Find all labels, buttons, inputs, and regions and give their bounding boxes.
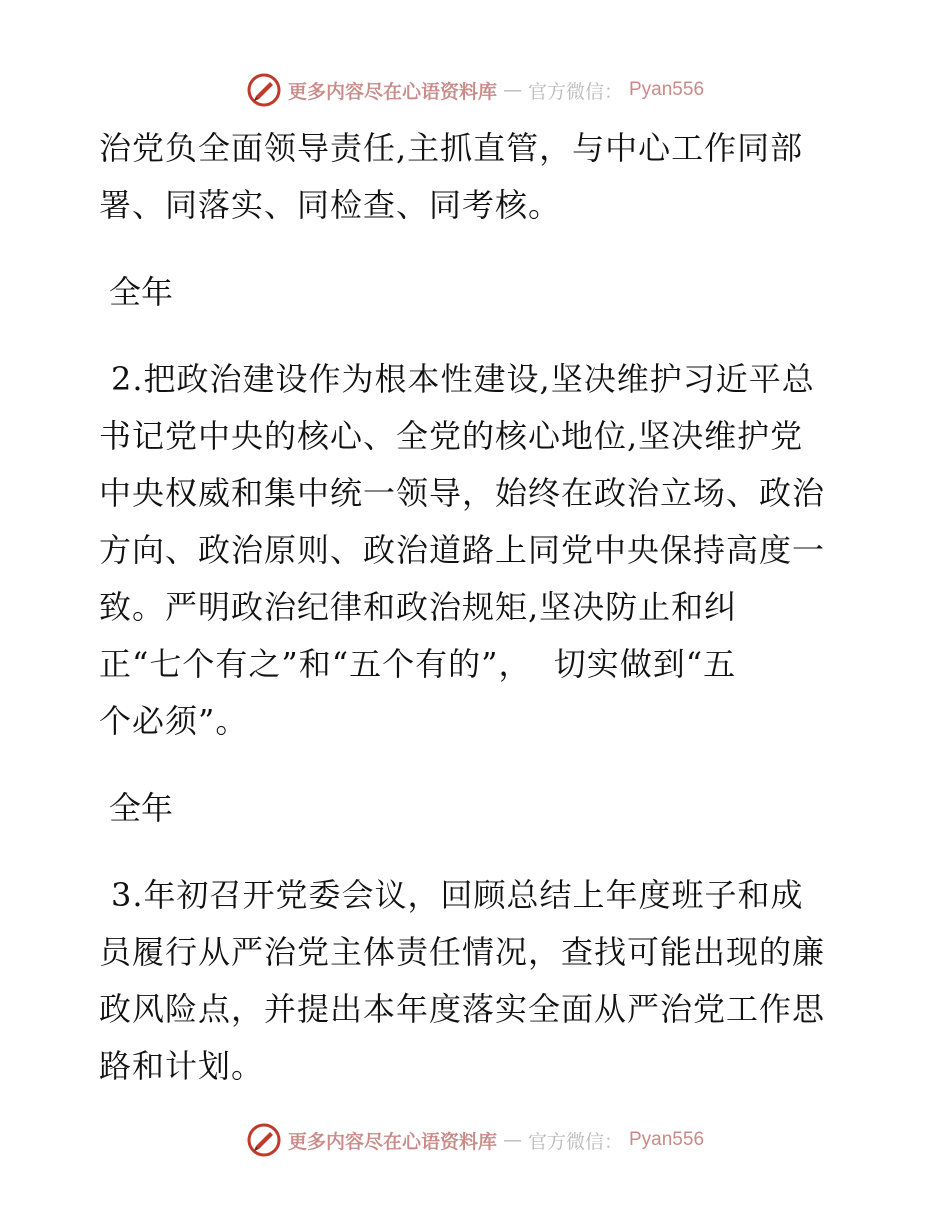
banner-dash: — — [502, 79, 522, 101]
paragraph-2-line-7: 个必须”。 — [99, 702, 249, 740]
banner-official-label: 官方微信： — [527, 1130, 623, 1153]
paragraph-1-line-1: 治党负全面领导责任,主抓直管，与中心工作同部 — [99, 129, 804, 167]
pen-logo-icon — [246, 72, 282, 108]
banner-official-label: 官方微信： — [527, 80, 623, 103]
watermark-banner-bottom — [0, 1120, 950, 1160]
paragraph-2-line-1: 2.把政治建设作为根本性建设,坚决维护习近平总 — [111, 360, 815, 398]
paragraph-1-line-2: 署、同落实、同检查、同考核。 — [99, 186, 562, 224]
paragraph-3-line-2: 员履行从严治党主体责任情况，查找可能出现的廉 — [99, 933, 826, 971]
paragraph-2-line-6: 正“七个有之”和“五个有的”， 切实做到“五 — [99, 645, 737, 683]
paragraph-2-line-5: 致。严明政治纪律和政治规矩,坚决防止和纠 — [99, 588, 738, 626]
pen-logo-icon — [246, 1122, 282, 1158]
paragraph-2-line-4: 方向、政治原则、政治道路上同党中央保持高度一 — [99, 531, 826, 569]
banner-text: 更多内容尽在心语资料库 — [287, 80, 497, 103]
banner-text: 更多内容尽在心语资料库 — [287, 1130, 497, 1153]
paragraph-2-line-3: 中央权威和集中统一领导，始终在政治立场、政治 — [99, 474, 826, 512]
banner-wechat-id: Pyan556 — [629, 79, 705, 100]
paragraph-3-line-4: 路和计划。 — [99, 1047, 265, 1085]
year-label-1: 全年 — [109, 273, 174, 311]
banner-dash: — — [502, 1129, 522, 1151]
paragraph-3-line-1: 3.年初召开党委会议，回顾总结上年度班子和成 — [111, 876, 804, 914]
document-body — [99, 120, 859, 1095]
paragraph-3-line-3: 政风险点，并提出本年度落实全面从严治党工作思 — [99, 990, 826, 1028]
watermark-banner-top — [0, 70, 950, 110]
year-label-2: 全年 — [109, 789, 174, 827]
banner-wechat-id: Pyan556 — [629, 1129, 705, 1150]
paragraph-2-line-2: 书记党中央的核心、全党的核心地位,坚决维护党 — [99, 417, 804, 455]
